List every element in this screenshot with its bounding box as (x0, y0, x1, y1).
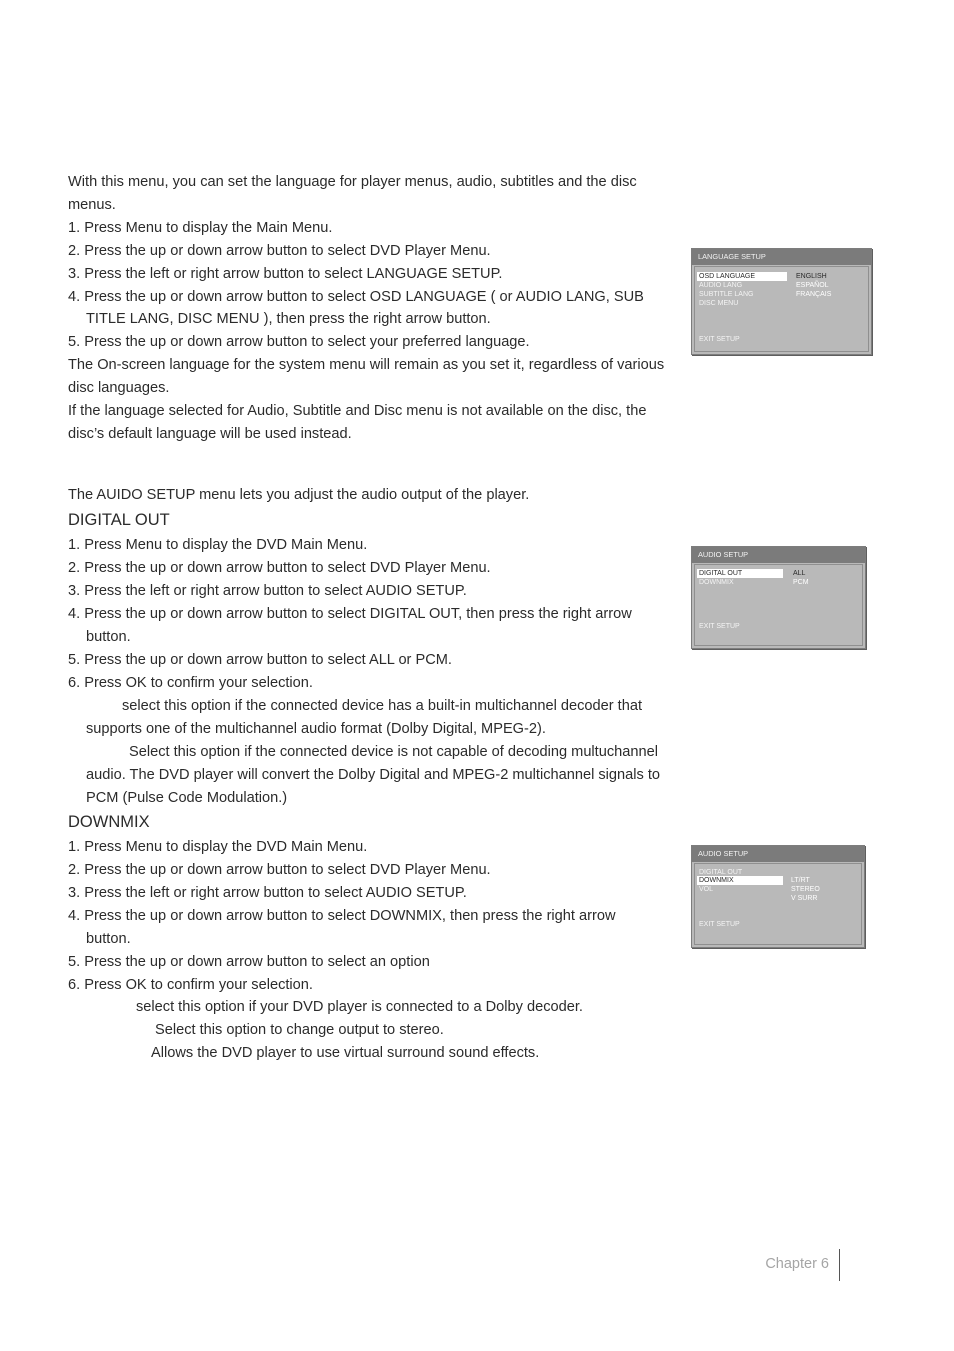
screen-panel (694, 564, 863, 646)
text-line: 4. Press the up or down arrow button to select DIGITAL OUT, then press the right arrow (68, 606, 632, 622)
text-line: button. (86, 931, 131, 947)
text-line: Allows the DVD player to use virtual surround sound effects. (151, 1045, 540, 1061)
screen-panel (694, 863, 862, 945)
text-line: disc languages. (68, 380, 170, 396)
option-pcm: PCM (793, 579, 809, 586)
menu-item-audio-lang: AUDIO LANG (699, 282, 743, 289)
text-line: menus. (68, 197, 116, 213)
audio-setup-screen-downmix (691, 845, 865, 948)
text-line: disc’s default language will be used instead. (68, 426, 352, 442)
text-line: 5. Press the up or down arrow button to select ALL or PCM. (68, 652, 452, 668)
text-line: Select this option if the connected device is not capable of decoding multuchannel (129, 744, 658, 760)
menu-item-downmix: DOWNMIX (697, 876, 783, 885)
downmix-heading: DOWNMIX (68, 813, 150, 831)
option-francais: FRANÇAIS (796, 291, 832, 298)
menu-item-downmix: DOWNMIX (699, 579, 734, 586)
menu-item-digital-out: DIGITAL OUT (697, 569, 783, 578)
option-english: ENGLISH (796, 273, 827, 280)
exit-setup-label: EXIT SETUP (699, 623, 740, 630)
text-line: 3. Press the left or right arrow button to select AUDIO SETUP. (68, 885, 467, 901)
option-v-surr: V SURR (791, 895, 818, 902)
menu-item-osd-language: OSD LANGUAGE (697, 272, 787, 281)
text-line: 1. Press Menu to display the DVD Main Menu. (68, 839, 368, 855)
text-line: Select this option to change output to stereo. (155, 1022, 444, 1038)
text-line: select this option if the connected device has a built-in multichannel decoder that (122, 698, 643, 714)
option-lt-rt: LT/RT (791, 877, 810, 884)
exit-setup-label: EXIT SETUP (699, 336, 740, 343)
text-line: audio. The DVD player will convert the Dolby Digital and MPEG-2 multichannel signals to (86, 767, 661, 783)
screen-panel (694, 266, 869, 352)
option-all: ALL (793, 570, 806, 577)
screen-title: AUDIO SETUP (692, 547, 865, 563)
text-line: 1. Press Menu to display the Main Menu. (68, 220, 333, 236)
option-espanol: ESPAÑOL (796, 282, 829, 289)
text-line: 6. Press OK to confirm your selection. (68, 675, 313, 691)
exit-setup-label: EXIT SETUP (699, 921, 740, 928)
menu-item-subtitle-lang: SUBTITLE LANG (699, 291, 754, 298)
option-stereo: STEREO (791, 886, 820, 893)
text-line: 4. Press the up or down arrow button to select DOWNMIX, then press the right arrow (68, 908, 616, 924)
text-line: 2. Press the up or down arrow button to select DVD Player Menu. (68, 243, 491, 259)
text-line: If the language selected for Audio, Subtitle and Disc menu is not available on the disc, the (68, 403, 647, 419)
audio-setup-screen-digital-out (691, 546, 866, 649)
text-line: select this option if your DVD player is connected to a Dolby decoder. (136, 999, 583, 1015)
text-line: 2. Press the up or down arrow button to select DVD Player Menu. (68, 560, 491, 576)
text-line: 2. Press the up or down arrow button to select DVD Player Menu. (68, 862, 491, 878)
menu-item-disc-menu: DISC MENU (699, 300, 739, 307)
chapter-divider (839, 1249, 840, 1281)
text-line: 3. Press the left or right arrow button to select LANGUAGE SETUP. (68, 266, 503, 282)
text-line: With this menu, you can set the language for player menus, audio, subtitles and the disc (68, 174, 637, 190)
text-line: 5. Press the up or down arrow button to select your preferred language. (68, 334, 530, 350)
language-setup-screen (691, 248, 872, 355)
screen-title: LANGUAGE SETUP (692, 249, 871, 265)
chapter-label: Chapter 6 (765, 1256, 829, 1272)
screen-title: AUDIO SETUP (692, 846, 864, 862)
text-line: button. (86, 629, 131, 645)
text-line: The On-screen language for the system menu will remain as you set it, regardless of various (68, 357, 665, 373)
text-line: 5. Press the up or down arrow button to select an option (68, 954, 430, 970)
audio-intro-text: The AUIDO SETUP menu lets you adjust the audio output of the player. (68, 487, 530, 503)
text-line: supports one of the multichannel audio format (Dolby Digital, MPEG-2). (86, 721, 546, 737)
text-line: 6. Press OK to confirm your selection. (68, 977, 313, 993)
menu-item-vol: VOL (699, 886, 714, 893)
text-line: 1. Press Menu to display the DVD Main Menu. (68, 537, 368, 553)
text-line: TITLE LANG, DISC MENU ), then press the right arrow button. (86, 311, 491, 327)
text-line: 4. Press the up or down arrow button to select OSD LANGUAGE ( or AUDIO LANG, SUB (68, 289, 644, 305)
text-line: 3. Press the left or right arrow button to select AUDIO SETUP. (68, 583, 467, 599)
menu-item-digital-out: DIGITAL OUT (699, 869, 743, 876)
text-line: PCM (Pulse Code Modulation.) (86, 790, 288, 806)
digital-out-heading: DIGITAL OUT (68, 511, 170, 529)
